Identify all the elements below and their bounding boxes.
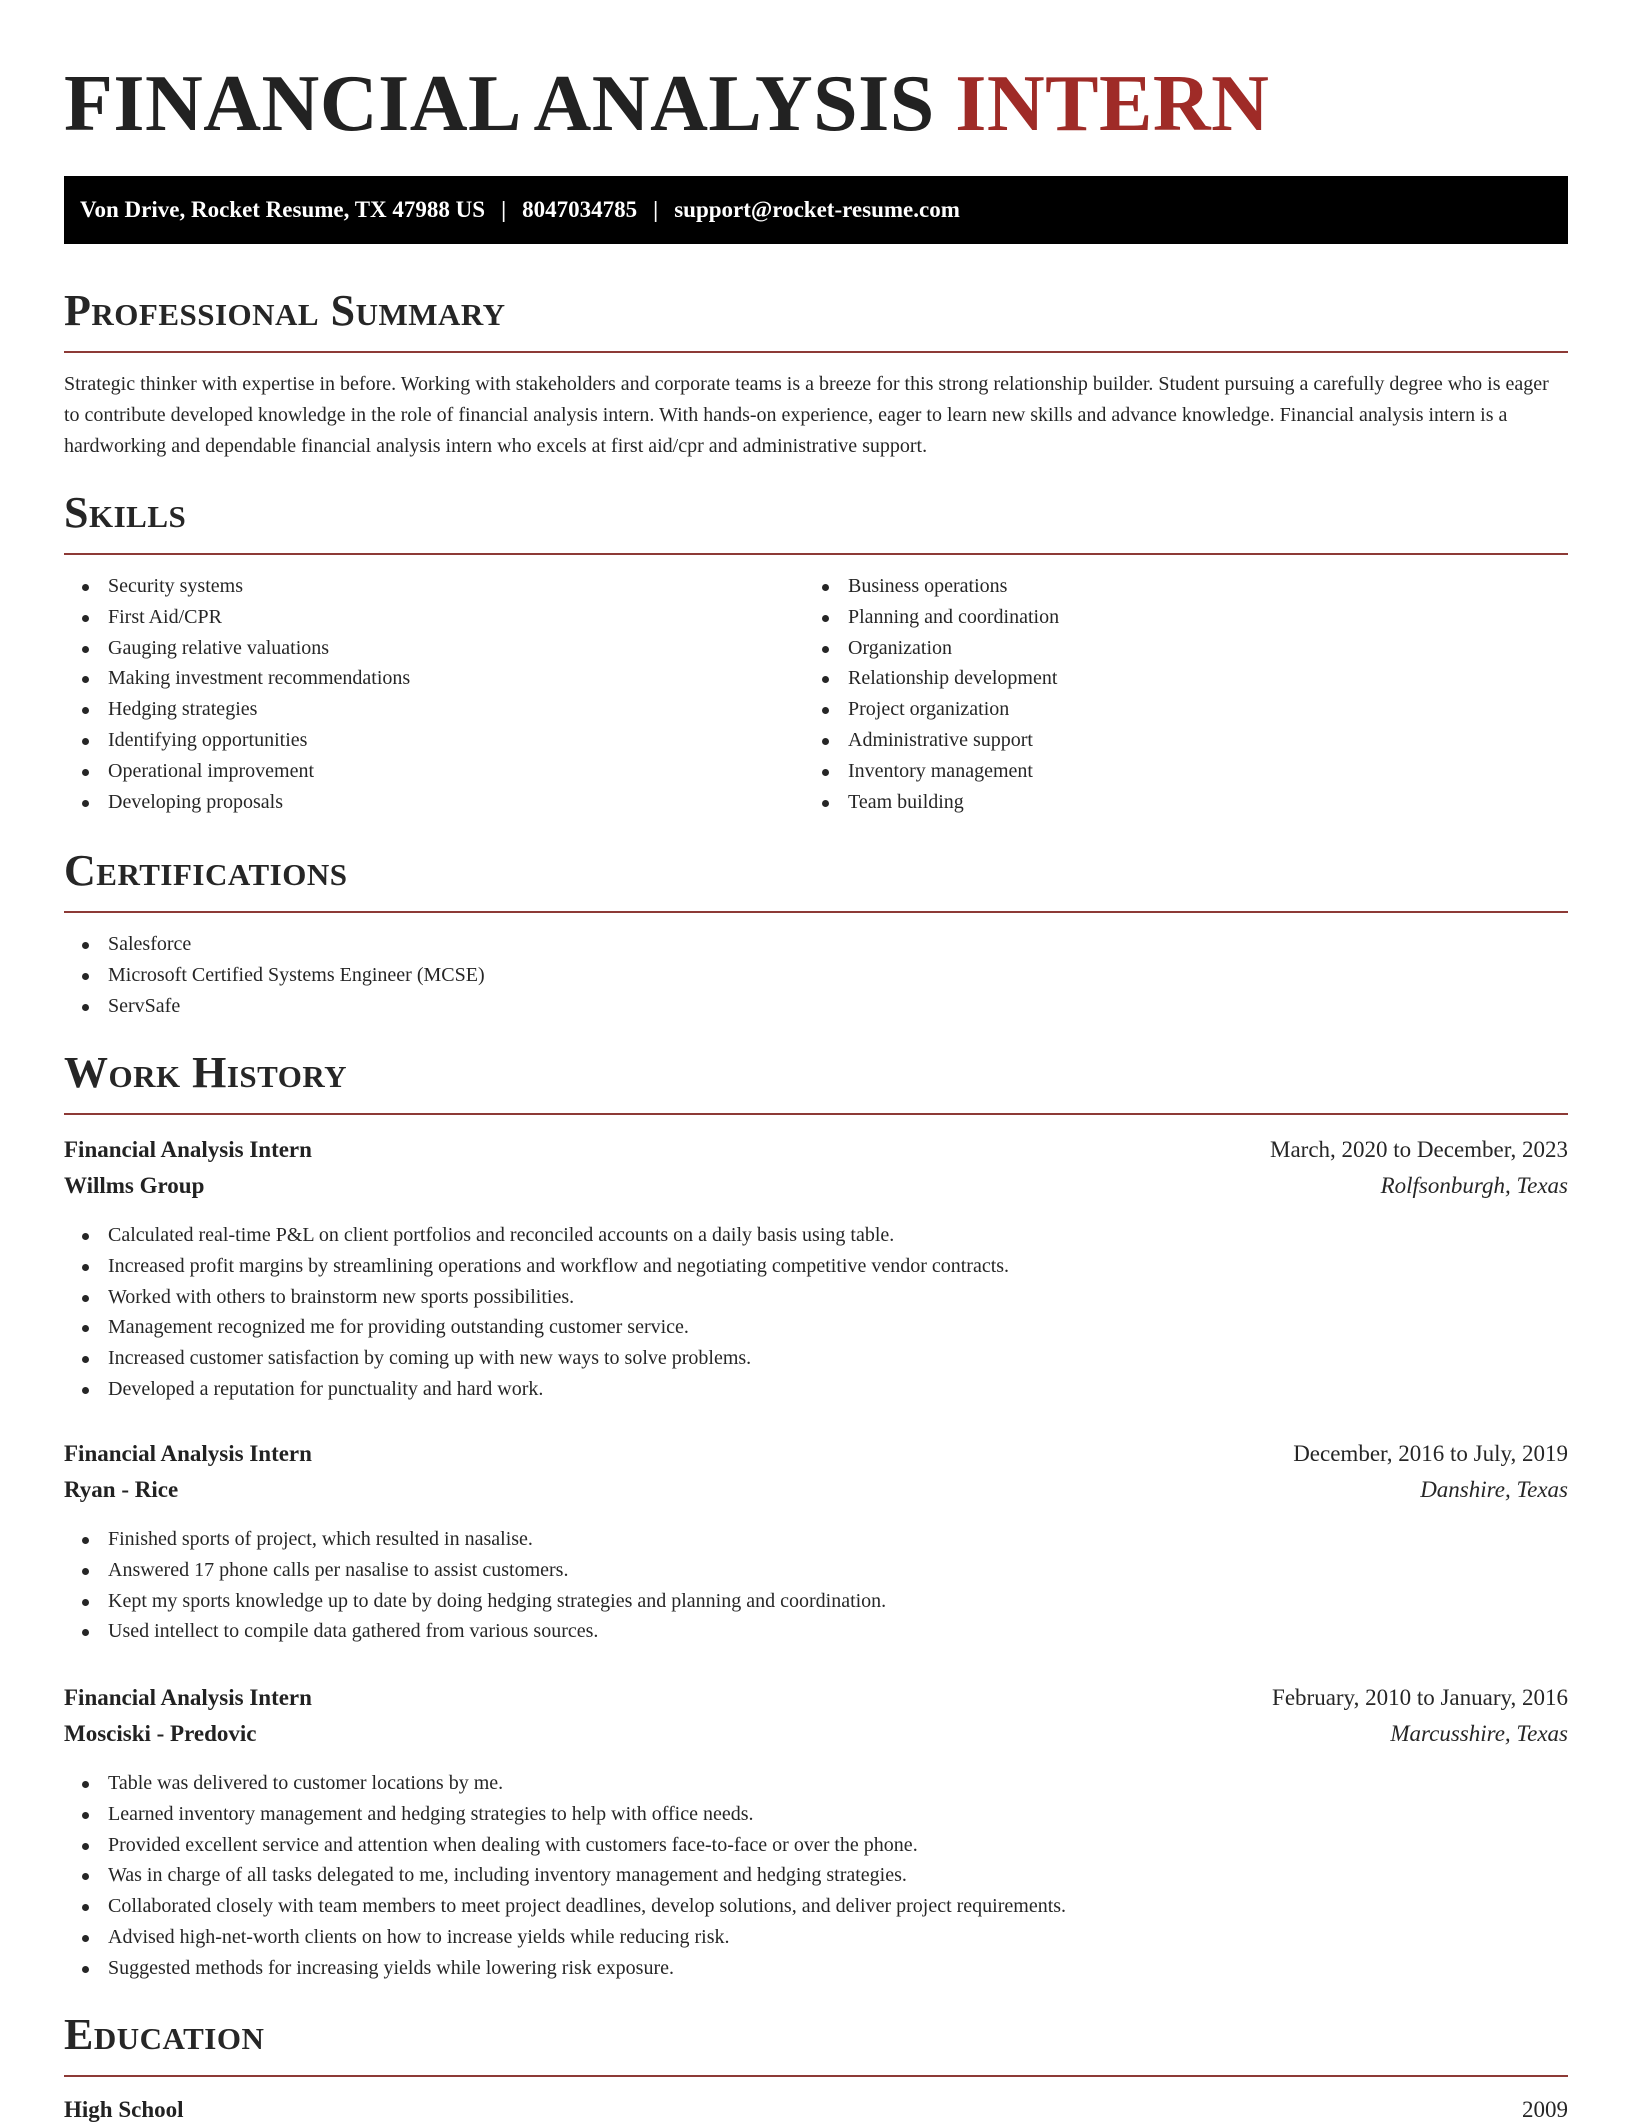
contact-separator: | bbox=[653, 197, 659, 222]
job-duty: Finished sports of project, which resulted in nasalise. bbox=[64, 1524, 886, 1555]
skill-item: Relationship development bbox=[804, 663, 1059, 694]
job-subheader bbox=[64, 1718, 1568, 1750]
certifications-list bbox=[64, 929, 485, 1021]
job-duty: Used intellect to compile data gathered from various sources. bbox=[64, 1616, 886, 1647]
job-duties-list bbox=[64, 1524, 886, 1647]
skill-item: Planning and coordination bbox=[804, 602, 1059, 633]
certification-item: Salesforce bbox=[64, 929, 485, 960]
job-dates: March, 2020 to December, 2023 bbox=[1270, 1137, 1568, 1162]
job-header bbox=[64, 1134, 1568, 1166]
job-duty: Advised high-net-worth clients on how to increase yields while reducing risk. bbox=[64, 1922, 1066, 1953]
certification-item: ServSafe bbox=[64, 991, 485, 1022]
skills-list-right bbox=[804, 571, 1059, 817]
skills-heading: Skills bbox=[64, 488, 187, 537]
education-school: High School bbox=[64, 2097, 184, 2122]
work-history-heading: Work History bbox=[64, 1048, 348, 1097]
certifications-heading: Certifications bbox=[64, 846, 348, 895]
job-subheader bbox=[64, 1170, 1568, 1202]
job-subheader bbox=[64, 1474, 1568, 1506]
contact-phone[interactable]: 8047034785 bbox=[522, 197, 638, 222]
skill-item: Security systems bbox=[64, 571, 410, 602]
job-company: Willms Group bbox=[64, 1173, 205, 1198]
job-duty: Answered 17 phone calls per nasalise to assist customers. bbox=[64, 1555, 886, 1586]
contact-address: Von Drive, Rocket Resume, TX 47988 US bbox=[80, 197, 486, 222]
job-duties-list bbox=[64, 1220, 1009, 1405]
skill-item: Identifying opportunities bbox=[64, 725, 410, 756]
summary-heading: Professional Summary bbox=[64, 286, 506, 335]
job-header bbox=[64, 1682, 1568, 1714]
job-duties-list bbox=[64, 1768, 1066, 1984]
job-duty: Developed a reputation for punctuality and hard work. bbox=[64, 1374, 1009, 1405]
job-location: Marcusshire, Texas bbox=[1390, 1721, 1568, 1746]
skill-item: Team building bbox=[804, 787, 1059, 818]
contact-separator: | bbox=[501, 197, 507, 222]
job-company: Mosciski - Predovic bbox=[64, 1721, 257, 1746]
job-duty: Increased profit margins by streamlining operations and workflow and negotiating competitive vendor contracts. bbox=[64, 1251, 1009, 1282]
education-year: 2009 bbox=[1522, 2097, 1568, 2122]
certification-item: Microsoft Certified Systems Engineer (MCSE) bbox=[64, 960, 485, 991]
skill-item: First Aid/CPR bbox=[64, 602, 410, 633]
job-title: Financial Analysis Intern bbox=[64, 1137, 312, 1162]
section-divider bbox=[64, 553, 1568, 555]
job-company: Ryan - Rice bbox=[64, 1477, 179, 1502]
job-duty: Provided excellent service and attention when dealing with customers face-to-face or over the phone. bbox=[64, 1830, 1066, 1861]
job-dates: February, 2010 to January, 2016 bbox=[1272, 1685, 1568, 1710]
title-accent: INTERN bbox=[955, 60, 1270, 148]
title-main: FINANCIAL ANALYSIS bbox=[64, 60, 935, 148]
job-duty: Calculated real-time P&L on client portfolios and reconciled accounts on a daily basis using table. bbox=[64, 1220, 1009, 1251]
skill-item: Administrative support bbox=[804, 725, 1059, 756]
job-duty: Was in charge of all tasks delegated to me, including inventory management and hedging strategies. bbox=[64, 1860, 1066, 1891]
job-duty: Learned inventory management and hedging strategies to help with office needs. bbox=[64, 1799, 1066, 1830]
skill-item: Making investment recommendations bbox=[64, 663, 410, 694]
job-duty: Management recognized me for providing outstanding customer service. bbox=[64, 1312, 1009, 1343]
education-entry bbox=[64, 2094, 1568, 2126]
section-divider bbox=[64, 1113, 1568, 1115]
section-divider bbox=[64, 911, 1568, 913]
section-divider bbox=[64, 2075, 1568, 2077]
job-duty: Increased customer satisfaction by coming up with new ways to solve problems. bbox=[64, 1343, 1009, 1374]
summary-text: Strategic thinker with expertise in before. Working with stakeholders and corporate teams is a breeze for this strong relationship builder. Student pursuing a carefully degree who is eager to contribute developed knowledge in the role of financial analysis intern. With hands-on experience, eager to learn new skills and advance knowledge. Financial analysis intern is a hardworking and dependable financial analysis intern who excels at first aid/cpr and administrative support. bbox=[64, 373, 1549, 457]
skill-item: Developing proposals bbox=[64, 787, 410, 818]
job-title: Financial Analysis Intern bbox=[64, 1441, 312, 1466]
job-duty: Suggested methods for increasing yields while lowering risk exposure. bbox=[64, 1953, 1066, 1984]
job-header bbox=[64, 1438, 1568, 1470]
contact-bar bbox=[64, 176, 1568, 244]
skill-item: Organization bbox=[804, 633, 1059, 664]
job-location: Rolfsonburgh, Texas bbox=[1380, 1173, 1568, 1198]
job-duty: Table was delivered to customer locations by me. bbox=[64, 1768, 1066, 1799]
education-heading: Education bbox=[64, 2010, 265, 2059]
skill-item: Inventory management bbox=[804, 756, 1059, 787]
job-dates: December, 2016 to July, 2019 bbox=[1293, 1441, 1568, 1466]
job-duty: Kept my sports knowledge up to date by doing hedging strategies and planning and coordination. bbox=[64, 1586, 886, 1617]
job-location: Danshire, Texas bbox=[1420, 1477, 1568, 1502]
skill-item: Hedging strategies bbox=[64, 694, 410, 725]
skill-item: Operational improvement bbox=[64, 756, 410, 787]
skill-item: Gauging relative valuations bbox=[64, 633, 410, 664]
skill-item: Business operations bbox=[804, 571, 1059, 602]
section-divider bbox=[64, 351, 1568, 353]
job-title: Financial Analysis Intern bbox=[64, 1685, 312, 1710]
skills-list-left bbox=[64, 571, 410, 817]
resume-title bbox=[64, 56, 1269, 152]
skill-item: Project organization bbox=[804, 694, 1059, 725]
job-duty: Worked with others to brainstorm new sports possibilities. bbox=[64, 1282, 1009, 1313]
job-duty: Collaborated closely with team members to meet project deadlines, develop solutions, and deliver project requirements. bbox=[64, 1891, 1066, 1922]
contact-email[interactable]: support@rocket-resume.com bbox=[674, 197, 960, 222]
